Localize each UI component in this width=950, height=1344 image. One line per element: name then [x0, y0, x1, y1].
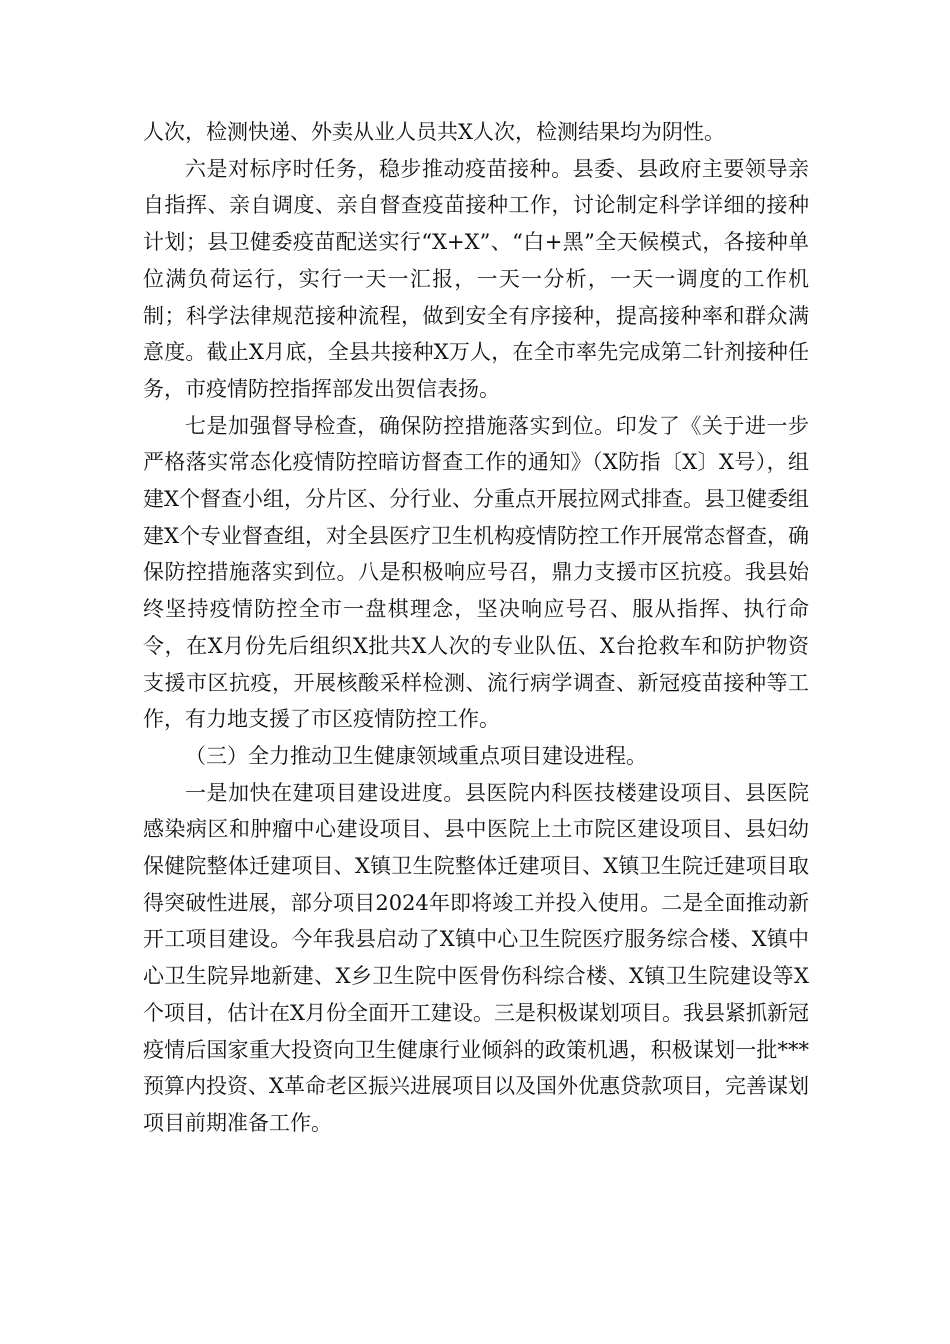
paragraph-supervision: 七是加强督导检查，确保防控措施落实到位。印发了《关于进一步严格落实常态化疫情防控暗访督查工作的通知》（X防指〔X〕X号），组建X个督查小组，分片区、分行业、分重点开展拉网式排查。县卫健委组建X个专业督查组，对全县医疗卫生机构疫情防控工作开展常态督查，确保防控措施落实到位。八是积极响应号召，鼎力支援市区抗疫。我县始终坚持疫情防控全市一盘棋理念，坚决响应号召、服从指挥、执行命令，在X月份先后组织X批共X人次的专业队伍、X台抢救车和防护物资支援市区抗疫，开展核酸采样检测、流行病学调查、新冠疫苗接种等工作，有力地支援了市区疫情防控工作。 — [143, 413, 809, 732]
section-heading: （三）全力推动卫生健康领域重点项目建设进程。 — [185, 743, 647, 768]
paragraph-vaccination: 六是对标序时任务，稳步推动疫苗接种。县委、县政府主要领导亲自指挥、亲自调度、亲自督查疫苗接种工作，讨论制定科学详细的接种计划；县卫健委疫苗配送实行“X+X”、“白+黑”全天候模式，各接种单位满负荷运行，实行一天一汇报，一天一分析，一天一调度的工作机制；科学法律规范接种流程，做到安全有序接种，提高接种率和群众满意度。截止X月底，全县共接种X万人，在全市率先完成第二针剂接种任务，市疫情防控指挥部发出贺信表扬。 — [143, 156, 809, 401]
document-body — [143, 114, 809, 1142]
paragraph-continuation: 人次，检测快递、外卖从业人员共X人次，检测结果均为阴性。 — [143, 120, 725, 144]
paragraph-projects: 一是加快在建项目建设进度。县医院内科医技楼建设项目、县医院感染病区和肿瘤中心建设项目、县中医院上土市院区建设项目、县妇幼保健院整体迁建项目、X镇卫生院整体迁建项目、X镇卫生院迁建项目取得突破性进展，部分项目2024年即将竣工并投入使用。二是全面推动新开工项目建设。今年我县启动了X镇中心卫生院医疗服务综合楼、X镇中心卫生院异地新建、X乡卫生院中医骨伤科综合楼、X镇卫生院建设等X个项目，估计在X月份全面开工建设。三是积极谋划项目。我县紧抓新冠疫情后国家重大投资向卫生健康行业倾斜的政策机遇，积极谋划一批***预算内投资、X革命老区振兴进展项目以及国外优惠贷款项目，完善谋划项目前期准备工作。 — [143, 780, 809, 1135]
